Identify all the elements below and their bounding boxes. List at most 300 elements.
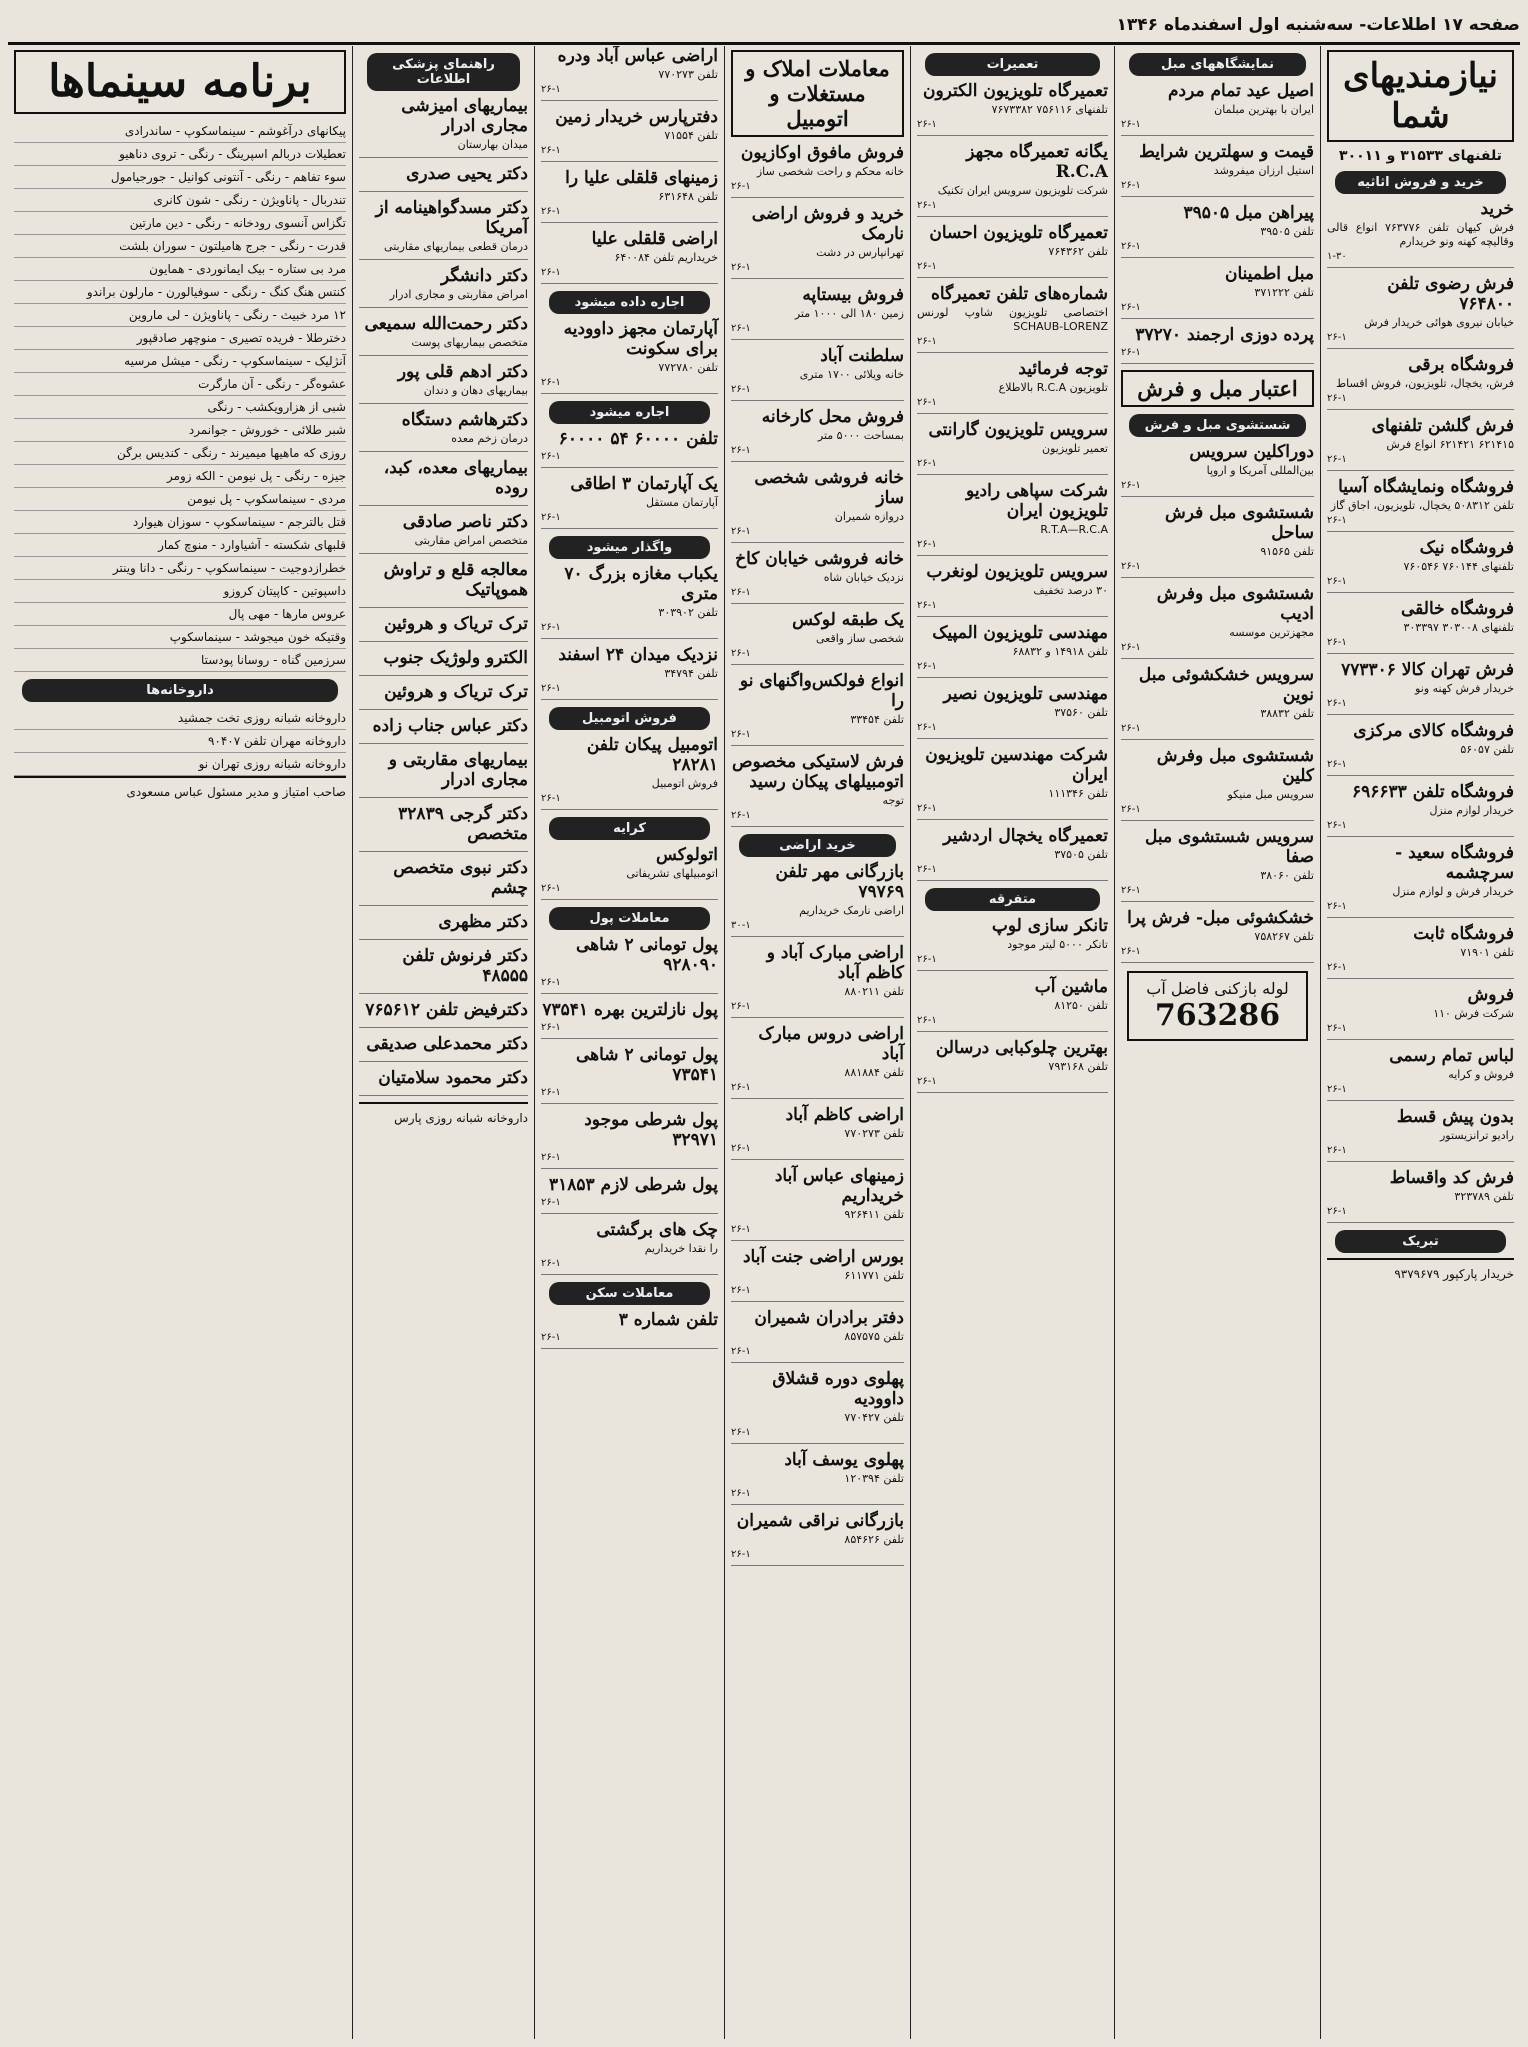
ad-code: ۲۶-۱: [1327, 1206, 1347, 1217]
cinema-listing: ۱۲ مرد خبیث - رنگی - پاناویژن - لی ماروین: [14, 304, 346, 327]
ad-heading: فرش تهران کالا ۷۷۳۳۰۶: [1341, 660, 1514, 680]
ad-body: توجه: [882, 794, 904, 807]
classified-ad: [731, 943, 904, 1018]
cinema-listing: روزی که ماهیها میمیرند - رنگی - کندیس برگن: [14, 442, 346, 465]
ad-body: شخصی ساز واقعی: [816, 632, 904, 645]
classified-ad: [917, 1038, 1108, 1093]
ad-body: اراضی نارمک خریداریم: [799, 904, 904, 917]
ad-code: ۲۶-۱: [731, 729, 751, 740]
ad-heading: فروش بیستاپه: [802, 285, 904, 305]
ad-code: ۲۶-۱: [1121, 119, 1141, 130]
ad-code: ۲۶-۱: [917, 539, 937, 550]
classified-ad: [1327, 721, 1514, 776]
ad-body: تلفنهای ۳۰۳۰۰۸ ۳۰۳۳۹۷: [1403, 621, 1514, 634]
ad-body: تلفن ۸۸۱۸۸۴: [844, 1066, 904, 1079]
ad-heading: معالجه قلع و تراوش هموپاتیک: [383, 560, 528, 600]
ad-heading: فروش: [1467, 985, 1514, 1005]
classified-ad: [359, 682, 528, 710]
classified-ad: [1327, 538, 1514, 593]
ad-heading: خرید و فروش اراضی نارمک: [751, 204, 904, 244]
ad-heading: فرش گلشن تلفنهای: [1371, 416, 1514, 436]
ad-body: تلفن ۳۴۷۹۴: [664, 667, 718, 680]
cinema-listing: عروس مارها - مهی پال: [14, 603, 346, 626]
classified-ad: [917, 745, 1108, 820]
ad-code: ۲۶-۱: [731, 587, 751, 598]
classified-ad: [1121, 503, 1314, 578]
classified-ad: [1121, 81, 1314, 136]
classified-ad: [1121, 746, 1314, 821]
ad-heading: دکتر ادهم قلی پور: [397, 362, 528, 382]
section-head: اجاره میشود: [549, 401, 710, 424]
ads-list: [541, 735, 718, 810]
classified-ad: [541, 1220, 718, 1275]
cinema-listing: شبی از هزارویکشب - رنگی: [14, 396, 346, 419]
ad-code: ۲۶-۱: [1327, 637, 1347, 648]
ad-body: شرکت تلویزیون سرویس ایران تکنیک: [937, 184, 1108, 197]
ad-body: R.T.A—R.C.A: [1040, 523, 1108, 536]
ad-code: ۲۶-۱: [1121, 723, 1141, 734]
ad-code: ۲۶-۱: [541, 451, 561, 462]
ad-heading: پول تومانی ۲ شاهی ۹۲۸۰۹۰: [575, 935, 718, 975]
ad-body: متخصص بیماریهای پوست: [411, 336, 528, 349]
ad-code: ۲۶-۱: [731, 1082, 751, 1093]
ad-body: تلفن ۷۹۳۱۶۸: [1048, 1060, 1108, 1073]
section-head: متفرقه: [925, 888, 1100, 911]
ad-heading: یکباب مغازه بزرگ ۷۰ متری: [564, 564, 718, 604]
ad-heading: دکتر ناصر صادقی: [402, 512, 528, 532]
ad-body: امراض مقاربتی و مجاری ادرار: [389, 288, 528, 301]
classified-ad: [1121, 827, 1314, 902]
ad-body: درمان قطعی بیماریهای مقاربتی: [384, 240, 528, 253]
ad-code: ۲۶-۱: [1121, 347, 1141, 358]
ad-body: اتومبیلهای تشریفاتی: [626, 867, 718, 880]
ad-code: ۲۶-۱: [1327, 515, 1347, 526]
page-header: [8, 8, 1520, 45]
classified-ad: [541, 1175, 718, 1214]
classified-ad: [359, 1068, 528, 1096]
ad-body: شرکت فرش ۱۱۰: [1433, 1007, 1514, 1020]
classified-ad: [1327, 599, 1514, 654]
section-head: واگذار میشود: [549, 536, 710, 559]
ad-heading: دفتر برادران شمیران: [754, 1308, 904, 1328]
ad-code: ۳۰-۱: [731, 920, 751, 931]
classified-ad: [359, 410, 528, 452]
classified-ad: [917, 916, 1108, 971]
ad-heading: تانکر سازی لوپ: [991, 916, 1108, 936]
ad-code: ۲۶-۱: [541, 1258, 561, 1269]
ad-body: تلفن ۳۳۴۵۴: [850, 713, 904, 726]
ad-heading: دکتر فرنوش تلفن ۴۸۵۵۵: [402, 946, 528, 986]
ad-heading: تعمیرگاه تلویزیون احسان: [929, 223, 1108, 243]
classified-ad: [731, 1247, 904, 1302]
ad-code: ۲۶-۱: [917, 200, 937, 211]
ad-heading: دکتر رحمت‌الله سمیعی: [364, 314, 528, 334]
ad-heading: اتومبیل پیکان تلفن ۲۸۲۸۱: [586, 735, 718, 775]
classified-ad: [1327, 274, 1514, 349]
classified-ad: [731, 1105, 904, 1160]
ad-heading: خرید: [1480, 199, 1514, 219]
section-head: معاملات سکن: [549, 1282, 710, 1305]
ad-body: خریدار فرش و لوازم منزل: [1392, 885, 1514, 898]
ad-body: ۳۰ درصد تخفیف: [1033, 584, 1108, 597]
ad-heading: شرکت مهندسین تلویزیون ایران: [925, 745, 1108, 785]
ad-code: ۲۶-۱: [731, 262, 751, 273]
ad-body: تلفن ۷۷۲۷۸۰: [658, 361, 718, 374]
classified-ad: [359, 198, 528, 260]
classified-ad: [917, 826, 1108, 881]
ad-heading: سرویس تلویزیون گارانتی: [928, 420, 1108, 440]
ad-heading: اتولوکس: [656, 845, 718, 865]
ad-code: ۲۶-۱: [1121, 642, 1141, 653]
ad-heading: دفترپارس خریدار زمین: [555, 107, 718, 127]
ads-list: [541, 935, 718, 1275]
ad-heading: فروشگاه ثابت: [1413, 924, 1514, 944]
cinema-listing: قتل بالترجم - سینماسکوپ - سوزان هیوارد: [14, 511, 346, 534]
ad-body: میدان بهارستان: [457, 138, 528, 151]
ad-heading: اصیل عید تمام مردم: [1168, 81, 1314, 101]
ads-list: [1121, 81, 1314, 364]
ad-body: اختصاصی تلویزیون شاوپ لورنس SCHAUB-LORENZ: [917, 306, 1108, 333]
classified-ad: [541, 229, 718, 284]
classified-ad: [731, 610, 904, 665]
ad-code: ۲۶-۱: [731, 1346, 751, 1357]
ad-code: ۲۶-۱: [541, 683, 561, 694]
ad-body: تلفن ۳۸۰۶۰: [1260, 869, 1314, 882]
classified-ad: [359, 314, 528, 356]
classified-ad: [541, 319, 718, 394]
ad-body: استیل ارزان میفروشد: [1213, 164, 1314, 177]
ad-code: ۲۶-۱: [731, 1001, 751, 1012]
ad-code: ۲۶-۱: [731, 648, 751, 659]
section-head: خرید اراضی: [739, 834, 896, 857]
cinema-list: [14, 120, 346, 672]
ad-heading: پرده دوزی ارجمند ۳۷۲۷۰: [1135, 325, 1314, 345]
section-head: خرید و فروش اثاثیه: [1335, 171, 1506, 194]
ad-body: خانه ویلائی ۱۷۰۰ متری: [799, 368, 904, 381]
ad-body: تلفن ۳۲۳۷۸۹: [1454, 1190, 1514, 1203]
cinema-listing: قلبهای شکسته - آشیاوارد - منوچ کمار: [14, 534, 346, 557]
ad-code: ۲۶-۱: [731, 526, 751, 537]
ads-list: [731, 862, 904, 1566]
ad-heading: انواع فولکس‌واگنهای نو را: [739, 671, 904, 711]
cinema-listing: سرزمین گناه - روسانا پودستا: [14, 649, 346, 672]
ad-code: ۲۶-۱: [1327, 759, 1347, 770]
ad-code: ۲۶-۱: [731, 445, 751, 456]
ad-heading: اراضی کاظم آباد: [785, 1105, 904, 1125]
ad-code: ۲۶-۱: [541, 883, 561, 894]
ad-body: نزدیک خیابان شاه: [823, 571, 904, 584]
classified-ad: [541, 564, 718, 639]
classified-ad: [359, 858, 528, 906]
ad-heading: سرویس تلویزیون لونغرب: [926, 562, 1108, 582]
ad-heading: دکتر یحیی صدری: [406, 164, 528, 184]
ad-heading: خشکشوئی مبل- فرش پرا: [1127, 908, 1314, 928]
ad-body: خریدار لوازم منزل: [1429, 804, 1514, 817]
ad-code: ۲۶-۱: [917, 803, 937, 814]
classified-ad: [1121, 203, 1314, 258]
ad-heading: ماشین آب: [1034, 977, 1108, 997]
classified-ad: [1327, 660, 1514, 715]
ad-code: ۲۶-۱: [917, 954, 937, 965]
ad-heading: خانه فروشی خیابان کاخ: [735, 549, 904, 569]
ad-code: ۲۶-۱: [731, 1143, 751, 1154]
ad-body: بیماریهای دهان و دندان: [423, 384, 528, 397]
classified-ad: [359, 1034, 528, 1062]
ad-code: ۲۶-۱: [1121, 302, 1141, 313]
ad-code: ۲۶-۱: [1121, 480, 1141, 491]
ad-code: ۲۶-۱: [917, 119, 937, 130]
ad-code: ۲۶-۱: [917, 1076, 937, 1087]
ad-code: ۲۶-۱: [917, 458, 937, 469]
ad-heading: دکترفیض تلفن ۷۶۵۶۱۲: [365, 1000, 528, 1020]
ad-code: ۲۶-۱: [1327, 393, 1347, 404]
ad-body: مجهزترین موسسه: [1229, 626, 1314, 639]
classified-ad: [731, 143, 904, 198]
classified-ad: [731, 204, 904, 279]
ad-body: تلفن ۷۱۹۰۱: [1460, 946, 1514, 959]
ad-heading: دکتر عباس جناب زاده: [372, 716, 528, 736]
classified-ad: [917, 359, 1108, 414]
ad-body: تلفن ۷۷۰۴۲۷: [844, 1411, 904, 1424]
ad-body: خیابان نیروی هوائی خریدار فرش: [1364, 316, 1514, 329]
classified-ad: [359, 164, 528, 192]
footer-text: خریدار پارکپور ۹۳۷۹۶۷۹: [1327, 1258, 1514, 1282]
ads-list: [359, 96, 528, 1096]
ad-heading: دکتر مظهری: [438, 912, 528, 932]
section-head: داروخانه‌ها: [22, 679, 338, 702]
ads-list: [541, 319, 718, 394]
pharmacy-listing: داروخانه شبانه روزی تهران نو: [14, 753, 346, 776]
ad-code: ۲۶-۱: [541, 1197, 561, 1208]
ad-code: ۲۶-۱: [541, 84, 561, 95]
classified-ad: [1121, 442, 1314, 497]
ad-heading: دکتر نبوی متخصص چشم: [393, 858, 528, 898]
ad-heading: فرش کد واقساط: [1389, 1168, 1514, 1188]
classified-ad: [731, 1450, 904, 1505]
ad-code: ۲۶-۱: [1327, 820, 1347, 831]
ad-body: ایران با بهترین مبلمان: [1214, 103, 1314, 116]
classified-ad: [359, 96, 528, 158]
ad-code: ۲۶-۱: [917, 397, 937, 408]
ad-body: دروازه شمیران: [834, 510, 904, 523]
classified-ad: [359, 804, 528, 852]
ad-heading: سلطنت آباد: [820, 346, 904, 366]
ad-heading: قیمت و سهلترین شرایط: [1139, 142, 1314, 162]
ad-body: بمساحت ۵۰۰۰ متر: [817, 429, 904, 442]
ad-body: تلفن ۷۶۴۳۶۲: [1048, 245, 1108, 258]
classified-ad: [541, 935, 718, 994]
cinema-listing: دخترطلا - فریده تصیری - منوچهر صادقپور: [14, 327, 346, 350]
ad-heading: تعمیرگاه تلویزیون الکترون: [922, 81, 1108, 101]
cinema-listing: کنتس هنگ کنگ - رنگی - سوفیالورن - مارلون براندو: [14, 281, 346, 304]
ad-code: ۲۶-۱: [1121, 241, 1141, 252]
cinema-listing: شبر طلائی - خوروش - جوانمرد: [14, 419, 346, 442]
ad-heading: فرش لاستیکی مخصوص اتومبیلهای پیکان رسید: [731, 752, 904, 792]
ad-body: تعمیر تلویزیون: [1042, 442, 1108, 455]
ad-code: ۲۶-۱: [541, 206, 561, 217]
classifieds-title: نیازمندیهای شما: [1327, 50, 1514, 142]
ad-heading: فروش محل کارخانه: [761, 407, 904, 427]
ad-heading: بیماریهای امیزشی مجاری ادرار: [401, 96, 528, 136]
ad-body: تلفن ۶۳۱۶۴۸: [658, 190, 718, 203]
classified-ad: [731, 671, 904, 746]
ad-body: زمین ۱۸۰ الی ۱۰۰۰ متر: [794, 307, 904, 320]
classified-ad: [731, 1369, 904, 1444]
ad-heading: فروشگاه تلفن ۶۹۶۶۳۳: [1352, 782, 1514, 802]
classified-ad: [1327, 199, 1514, 268]
ad-heading: بهترین چلوکبابی درسالن: [935, 1038, 1108, 1058]
boxed-ad: اعتبار مبل و فرش: [1121, 370, 1314, 407]
ad-heading: زمینهای عباس آباد خریداریم: [774, 1166, 904, 1206]
ad-body: آپارتمان مستقل: [645, 496, 718, 509]
ad-heading: سرویس شستشوی مبل صفا: [1145, 827, 1314, 867]
ads-list: [1327, 199, 1514, 1223]
ad-heading: دکتر دانشگر: [440, 266, 528, 286]
ad-code: ۲۶-۱: [731, 810, 751, 821]
ad-heading: دکتر محمود سلامتیان: [378, 1068, 528, 1088]
ad-code: ۲۶-۱: [917, 261, 937, 272]
ad-body: فروش و کرایه: [1448, 1068, 1514, 1081]
classified-ad: [731, 1024, 904, 1099]
ad-heading: مهندسی تلویزیون المپیک: [932, 623, 1108, 643]
ad-code: ۲۶-۱: [1327, 1084, 1347, 1095]
ad-heading: تلفن ۶۰۰۰۰ ۵۴ ۶۰۰۰۰: [558, 429, 718, 449]
ad-heading: فروشگاه برقی: [1408, 355, 1514, 375]
ad-heading: بازرگانی مهر تلفن ۷۹۷۶۹: [775, 862, 904, 902]
classified-ad: [1327, 355, 1514, 410]
classified-ad: [541, 429, 718, 468]
classified-ad: [1121, 142, 1314, 197]
classified-ad: [1327, 477, 1514, 532]
ad-heading: بیماریهای مقاربتی و مجاری ادرار: [388, 750, 528, 790]
ad-heading: فرش رضوی تلفن ۷۶۴۸۰۰: [1387, 274, 1514, 314]
classified-ad: [731, 1308, 904, 1363]
ad-code: ۲۶-۱: [1327, 1145, 1347, 1156]
section-head: اجاره داده میشود: [549, 291, 710, 314]
ad-body: تلفن ۷۷۰۲۷۳: [658, 68, 718, 81]
ad-body: تلفن ۵۰۸۳۱۲ یخچال، تلویزیون، اجاق گاز: [1330, 499, 1514, 512]
ad-heading: تعمیرگاه یخچال اردشیر: [943, 826, 1108, 846]
column-repairs: [910, 46, 1114, 2039]
pharmacy-list: [14, 707, 346, 776]
ad-code: ۲۶-۱: [1121, 561, 1141, 572]
ad-code: ۲۶-۱: [1121, 180, 1141, 191]
classified-ad: [731, 285, 904, 340]
ad-code: ۲۶-۱: [1327, 698, 1347, 709]
cinema-listing: آنژلیک - سینماسکوپ - رنگی - میشل مرسیه: [14, 350, 346, 373]
classified-ad: [541, 168, 718, 223]
ads-list: [1121, 442, 1314, 963]
classified-ad: [917, 420, 1108, 475]
ad-body: تلفن ۳۷۱۲۲۲: [1254, 286, 1314, 299]
ad-heading: مبل اطمینان: [1224, 264, 1314, 284]
classified-ad: [359, 750, 528, 798]
ad-code: ۲۶-۱: [1327, 576, 1347, 587]
classified-ad: [1121, 325, 1314, 364]
ad-body: تلویزیون R.C.A بالاطلاع: [998, 381, 1108, 394]
ad-code: ۲۶-۱: [541, 145, 561, 156]
ad-heading: دکتر مسدگواهینامه از آمریکا: [375, 198, 528, 238]
ad-heading: اراضی عباس آباد ودره: [557, 46, 718, 66]
ad-heading: الکترو ولوژیک جنوب: [383, 648, 528, 668]
section-head: فروش اتومبیل: [549, 707, 710, 730]
ad-code: ۲۶-۱: [731, 1488, 751, 1499]
ad-heading: یگانه تعمیرگاه مجهز R.C.A: [966, 142, 1108, 182]
ad-body: تلفن ۵۶۰۵۷: [1460, 743, 1514, 756]
classified-ad: [731, 468, 904, 543]
classified-ad: [731, 549, 904, 604]
ad-code: ۲۶-۱: [1327, 332, 1347, 343]
cinema-listing: تندربال - پاناویژن - رنگی - شون کانری: [14, 189, 346, 212]
ad-heading: بورس اراضی جنت آباد: [742, 1247, 904, 1267]
ad-code: ۲۶-۱: [731, 1285, 751, 1296]
classified-ad: [1121, 584, 1314, 659]
classified-ad: [917, 223, 1108, 278]
newspaper-page: [8, 8, 1520, 2039]
classified-ad: [541, 645, 718, 700]
ad-code: ۲۶-۱: [917, 1015, 937, 1026]
ad-body: تلفنهای ۷۶۰۱۴۴ ۷۶۰۵۴۶: [1403, 560, 1514, 573]
ad-code: ۲۶-۱: [541, 1152, 561, 1163]
classified-ad: [917, 81, 1108, 136]
ad-heading: شرکت سپاهی رادیو تلویزیون ایران: [966, 481, 1108, 521]
ad-heading: پهلوی یوسف آباد: [784, 1450, 904, 1470]
cinema-title: برنامه سینماها: [14, 50, 346, 114]
classified-ad: [1121, 665, 1314, 740]
ad-heading: شماره‌های تلفن تعمیرگاه: [930, 284, 1108, 304]
cinema-listing: خطرازدوجیت - سینماسکوپ - رنگی - دانا وینتر: [14, 557, 346, 580]
ad-body: تلفن ۷۵۸۲۶۷: [1254, 930, 1314, 943]
ad-body: تلفن ۷۷۰۲۷۳: [844, 1127, 904, 1140]
cinema-listing: قدرت - رنگی - جرج هامیلتون - سوران بلشت: [14, 235, 346, 258]
classified-ad: [541, 1045, 718, 1104]
classified-ad: [1121, 264, 1314, 319]
classifieds-phones: تلفنهای ۳۱۵۳۳ و ۳۰۰۱۱: [1339, 148, 1502, 164]
classified-ad: [1327, 843, 1514, 918]
ad-heading: سرویس خشکشوئی مبل نوین: [1138, 665, 1314, 705]
ad-heading: دکتر محمدعلی صدیقی: [366, 1034, 528, 1054]
ad-code: ۲۶-۱: [541, 1332, 561, 1343]
ad-body: درمان زخم معده: [451, 432, 528, 445]
classified-ad: [731, 407, 904, 462]
ad-heading: یک آپارتمان ۳ اطاقی: [570, 474, 718, 494]
ad-heading: خانه فروشی شخصی ساز: [754, 468, 904, 508]
classified-ad: [731, 346, 904, 401]
ad-heading: فروشگاه خالقی: [1401, 599, 1514, 619]
ads-list: [541, 845, 718, 900]
ad-code: ۲۶-۱: [917, 661, 937, 672]
water-title: لوله بازکنی فاضل آب: [1146, 979, 1289, 998]
classified-ad: [359, 648, 528, 676]
footer-text: داروخانه شبانه روزی پارس: [359, 1102, 528, 1126]
cinema-listing: پیکانهای درآغوشم - سینماسکوپ - ساندرادی: [14, 120, 346, 143]
cinema-listing: مرد بی ستاره - بیک ایمانوردی - همایون: [14, 258, 346, 281]
ad-heading: پول شرطی موجود ۳۲۹۷۱: [584, 1110, 718, 1150]
ad-heading: یک طبقه لوکس: [792, 610, 904, 630]
ad-heading: ترک تریاک و هروئین: [384, 682, 528, 702]
footer-text: صاحب امتیاز و مدیر مسئول عباس مسعودی: [14, 776, 346, 800]
classified-ad: [359, 912, 528, 940]
ad-body: فرش کیهان تلفن ۷۶۳۷۷۶ انواع قالی وقالیچه کهنه ونو خریدارم: [1327, 221, 1514, 248]
section-head: شستشوی مبل و فرش: [1129, 414, 1306, 437]
classified-ad: [541, 1310, 718, 1349]
ad-code: ۲۶-۱: [541, 267, 561, 278]
ad-heading: شستشوی مبل وفرش کلین: [1156, 746, 1314, 786]
classified-ad: [1327, 1107, 1514, 1162]
ad-code: ۲۶-۱: [1121, 946, 1141, 957]
ad-body: تلفنهای ۷۵۶۱۱۶ ۷۶۷۳۳۸۲: [991, 103, 1108, 116]
classified-ad: [917, 977, 1108, 1032]
